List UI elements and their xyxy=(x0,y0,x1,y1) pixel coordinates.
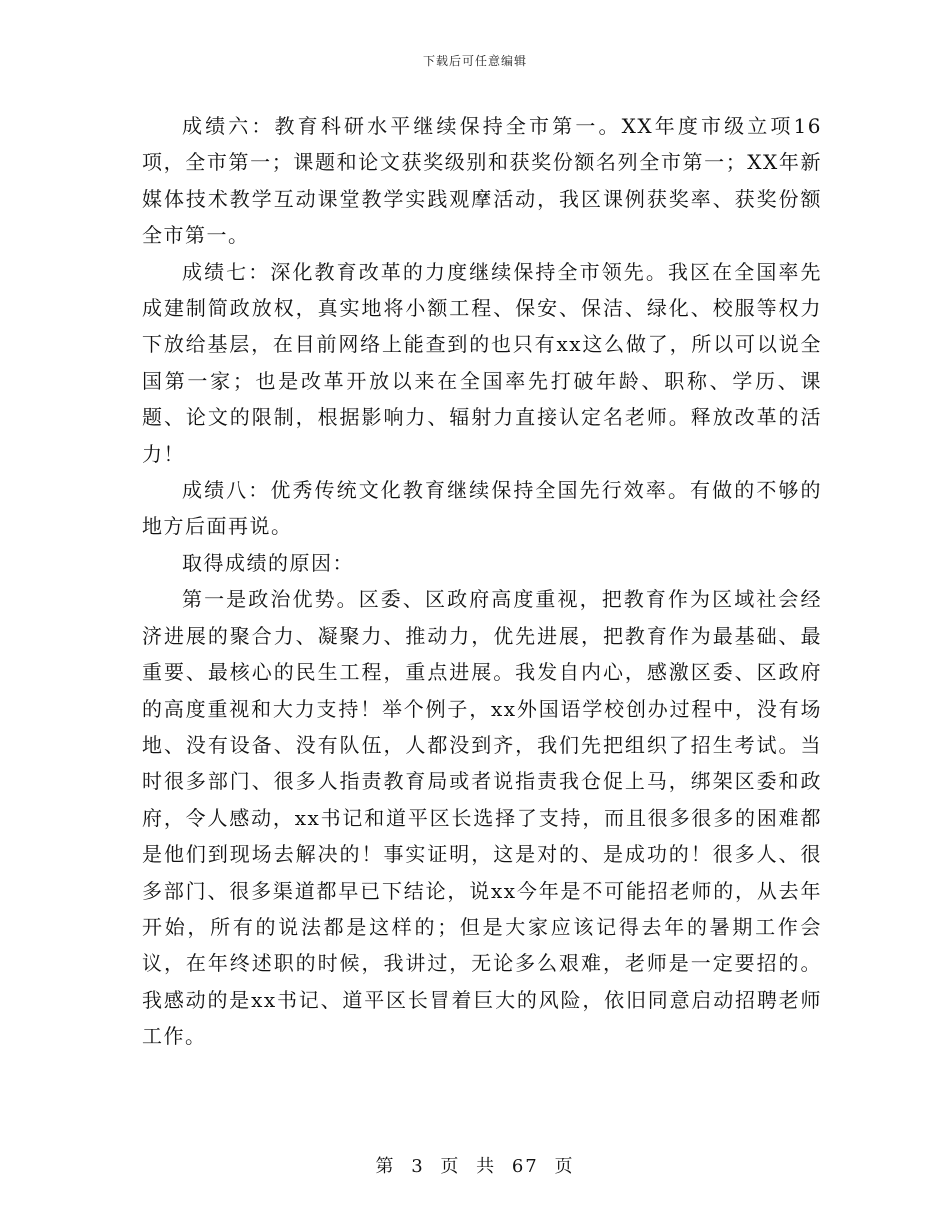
paragraph-achievement-six: 成绩六：教育科研水平继续保持全市第一。XX年度市级立项16项，全市第一；课题和论文获奖级别和获奖份额名列全市第一；XX年新媒体技术教学互动课堂教学实践观摩活动，我区课例获奖率、获奖份额全市第一。 xyxy=(142,114,822,248)
page-header: 下载后可任意编辑 xyxy=(422,54,527,68)
paragraph-achievement-eight: 成绩八：优秀传统文化教育继续保持全国先行效率。有做的不够的地方后面再说。 xyxy=(142,478,822,539)
paragraph-reasons-heading: 取得成绩的原因： xyxy=(182,550,354,575)
page-number-footer: 第 3 页 共 67 页 xyxy=(375,1156,575,1177)
document-body xyxy=(142,108,822,1055)
paragraph-achievement-seven: 成绩七：深化教育改革的力度继续保持全市领先。我区在全国率先成建制简政放权，真实地将小额工程、保安、保洁、绿化、校服等权力下放给基层，在目前网络上能查到的也只有xx这么做了，所以可以说全国第一家；也是改革开放以来在全国率先打破年龄、职称、学历、课题、论文的限制，根据影响力、辐射力直接认定名老师。释放改革的活力！ xyxy=(142,259,822,466)
paragraph-political-advantage: 第一是政治优势。区委、区政府高度重视，把教育作为区域社会经济进展的聚合力、凝聚力、推动力，优先进展，把教育作为最基础、最重要、最核心的民生工程，重点进展。我发自内心，感激区委、区政府的高度重视和大力支持！举个例子，xx外国语学校创办过程中，没有场地、没有设备、没有队伍，人都没到齐，我们先把组织了招生考试。当时很多部门、很多人指责教育局或者说指责我仓促上马，绑架区委和政府，令人感动，xx书记和道平区长选择了支持，而且很多很多的困难都是他们到现场去解决的！事实证明，这是对的、是成功的！很多人、很多部门、很多渠道都早已下结论，说xx今年是不可能招老师的，从去年开始，所有的说法都是这样的；但是大家应该记得去年的暑期工作会议，在年终述职的时候，我讲过，无论多么艰难，老师是一定要招的。我感动的是xx书记、道平区长冒着巨大的风险，依旧同意启动招聘老师工作。 xyxy=(142,587,822,1049)
